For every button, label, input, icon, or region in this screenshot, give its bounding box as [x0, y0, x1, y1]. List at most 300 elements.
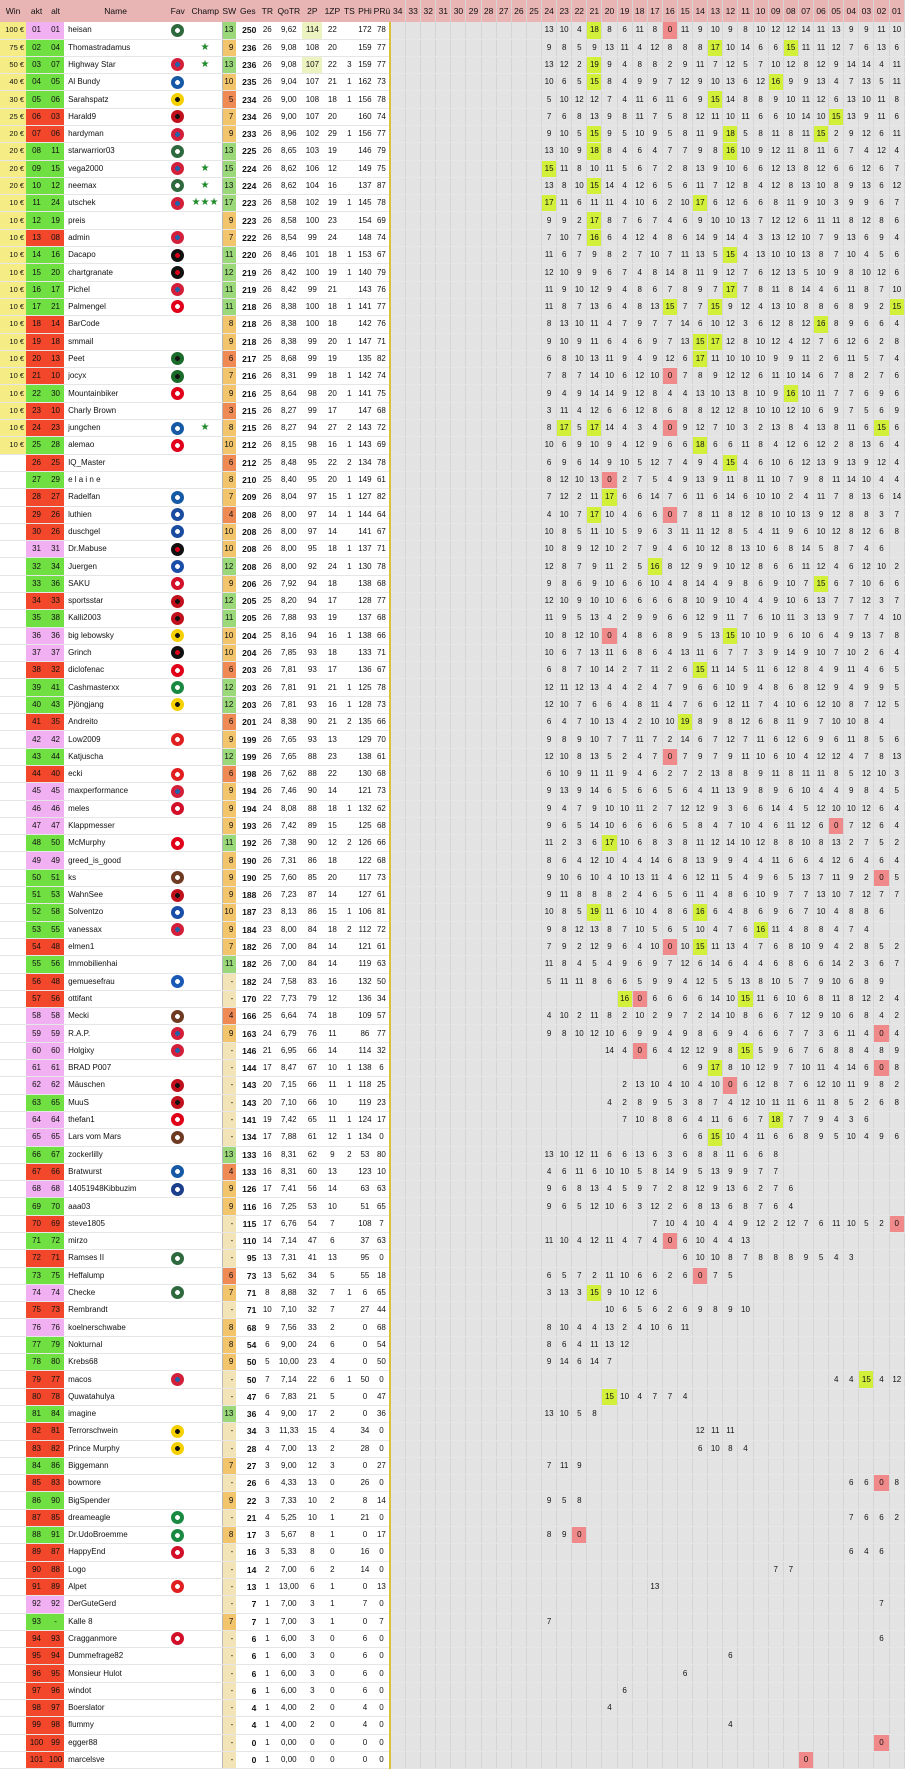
- cell-name[interactable]: diclofenac: [64, 662, 167, 679]
- table-row[interactable]: [0, 714, 905, 731]
- col-round-29[interactable]: 29: [466, 0, 481, 22]
- cell-name[interactable]: Cashmasterxx: [64, 679, 167, 696]
- cell-name[interactable]: Mäuschen: [64, 1077, 167, 1094]
- col-pru[interactable]: PRü: [373, 0, 390, 22]
- table-row[interactable]: [0, 471, 905, 488]
- cell-akt: 19: [26, 333, 47, 350]
- cell-round-28: [481, 1008, 496, 1025]
- cell-name[interactable]: luthien: [64, 506, 167, 523]
- cell-name[interactable]: Dummefrage82: [64, 1648, 167, 1665]
- table-row[interactable]: [0, 39, 905, 56]
- col-round-34[interactable]: 34: [390, 0, 405, 22]
- cell-name[interactable]: Grinch: [64, 644, 167, 661]
- cell-round-32: [421, 973, 436, 990]
- cell-round-32: [421, 869, 436, 886]
- cell-2p: 93: [302, 610, 322, 627]
- cell-name[interactable]: Quwatahulya: [64, 1388, 167, 1405]
- col-round-01[interactable]: 01: [889, 0, 904, 22]
- cell-name[interactable]: aaa03: [64, 1198, 167, 1215]
- cell-name[interactable]: maxperformance: [64, 783, 167, 800]
- cell-name[interactable]: BRAD P007: [64, 1060, 167, 1077]
- cell-name[interactable]: Katjuscha: [64, 748, 167, 765]
- table-row[interactable]: [0, 1146, 905, 1163]
- table-row[interactable]: [0, 1371, 905, 1388]
- table-row[interactable]: [0, 593, 905, 610]
- cell-round-06: 6: [814, 368, 829, 385]
- table-row[interactable]: [0, 1319, 905, 1336]
- cell-round-23: 10: [557, 333, 572, 350]
- table-row[interactable]: [0, 1475, 905, 1492]
- table-row[interactable]: [0, 921, 905, 938]
- col-round-02[interactable]: 02: [874, 0, 889, 22]
- cell-name[interactable]: Charly Brown: [64, 402, 167, 419]
- table-row[interactable]: [0, 1578, 905, 1595]
- cell-name[interactable]: Heffalump: [64, 1267, 167, 1284]
- cell-name[interactable]: preis: [64, 212, 167, 229]
- table-row[interactable]: [0, 22, 905, 39]
- cell-name[interactable]: imagine: [64, 1405, 167, 1422]
- table-row[interactable]: [0, 1682, 905, 1699]
- cell-round-34: [390, 1388, 405, 1405]
- cell-name[interactable]: Harald9: [64, 108, 167, 125]
- table-row[interactable]: [0, 1181, 905, 1198]
- table-row[interactable]: [0, 973, 905, 990]
- table-row[interactable]: [0, 575, 905, 592]
- cell-name[interactable]: Pichel: [64, 281, 167, 298]
- cell-name[interactable]: Juergen: [64, 558, 167, 575]
- cell-round-01: [889, 1527, 904, 1544]
- cell-round-30: [451, 783, 466, 800]
- table-row[interactable]: [0, 1250, 905, 1267]
- table-row[interactable]: [0, 350, 905, 367]
- cell-round-01: 9: [889, 1042, 904, 1059]
- table-row[interactable]: [0, 212, 905, 229]
- table-row[interactable]: [0, 1405, 905, 1422]
- col-round-11[interactable]: 11: [738, 0, 753, 22]
- cell-phi: 136: [356, 990, 373, 1007]
- col-round-05[interactable]: 05: [829, 0, 844, 22]
- table-row[interactable]: [0, 696, 905, 713]
- cell-name[interactable]: steve1805: [64, 1215, 167, 1232]
- cell-name[interactable]: Immobilienhai: [64, 956, 167, 973]
- cell-win: [0, 627, 26, 644]
- col-tr[interactable]: TR: [259, 0, 275, 22]
- cell-round-01: 6: [889, 108, 904, 125]
- cell-round-32: [421, 1111, 436, 1128]
- cell-fav: [167, 835, 188, 852]
- table-row[interactable]: [0, 195, 905, 212]
- cell-name[interactable]: Ramses II: [64, 1250, 167, 1267]
- cell-sw: 13: [222, 143, 236, 160]
- cell-name[interactable]: admin: [64, 229, 167, 246]
- col-fav[interactable]: Fav: [167, 0, 188, 22]
- cell-name[interactable]: ottifant: [64, 990, 167, 1007]
- cell-round-10: [753, 1284, 768, 1301]
- cell-name[interactable]: Rembrandt: [64, 1302, 167, 1319]
- table-row[interactable]: [0, 1509, 905, 1526]
- col-round-33[interactable]: 33: [406, 0, 421, 22]
- cell-name[interactable]: sportsstar: [64, 593, 167, 610]
- col-round-08[interactable]: 08: [783, 0, 798, 22]
- col-sw[interactable]: SW: [222, 0, 236, 22]
- table-row[interactable]: [0, 523, 905, 540]
- table-row[interactable]: [0, 1561, 905, 1578]
- cell-name[interactable]: macos: [64, 1371, 167, 1388]
- cell-name[interactable]: e l a i n e: [64, 471, 167, 488]
- table-row[interactable]: [0, 454, 905, 471]
- table-row[interactable]: [0, 264, 905, 281]
- cell-round-25: [526, 627, 541, 644]
- cell-name[interactable]: Krebs68: [64, 1354, 167, 1371]
- cell-name[interactable]: windot: [64, 1682, 167, 1699]
- cell-round-13: 13: [708, 627, 723, 644]
- table-row[interactable]: [0, 385, 905, 402]
- cell-name[interactable]: smmail: [64, 333, 167, 350]
- table-row[interactable]: [0, 627, 905, 644]
- col-champ[interactable]: Champ: [188, 0, 222, 22]
- cell-name[interactable]: Mecki: [64, 1008, 167, 1025]
- cell-round-13: 9: [708, 593, 723, 610]
- cell-name[interactable]: Checke: [64, 1284, 167, 1301]
- cell-name[interactable]: Terrorschwein: [64, 1423, 167, 1440]
- cell-name[interactable]: Klappmesser: [64, 817, 167, 834]
- table-row[interactable]: [0, 1302, 905, 1319]
- cell-2p: 34: [302, 1267, 322, 1284]
- cell-round-05: [829, 1319, 844, 1336]
- cell-akt: 29: [26, 506, 47, 523]
- table-row[interactable]: [0, 835, 905, 852]
- table-row[interactable]: [0, 817, 905, 834]
- col-round-22[interactable]: 22: [572, 0, 587, 22]
- cell-name[interactable]: Dacapo: [64, 247, 167, 264]
- table-row[interactable]: [0, 402, 905, 419]
- col-round-32[interactable]: 32: [421, 0, 436, 22]
- cell-round-15: 6: [678, 1146, 693, 1163]
- table-row[interactable]: [0, 125, 905, 142]
- cell-name[interactable]: Holgixy: [64, 1042, 167, 1059]
- table-row[interactable]: [0, 1527, 905, 1544]
- col-ts[interactable]: TS: [342, 0, 356, 22]
- col-round-30[interactable]: 30: [451, 0, 466, 22]
- col-round-03[interactable]: 03: [859, 0, 874, 22]
- table-row[interactable]: [0, 1440, 905, 1457]
- cell-name[interactable]: starwarrior03: [64, 143, 167, 160]
- col-ges[interactable]: Ges: [236, 0, 259, 22]
- cell-name[interactable]: Palmengel: [64, 298, 167, 315]
- col-round-27[interactable]: 27: [496, 0, 511, 22]
- cell-name[interactable]: chartgranate: [64, 264, 167, 281]
- col-round-17[interactable]: 17: [647, 0, 662, 22]
- cell-name[interactable]: vega2000: [64, 160, 167, 177]
- col-round-16[interactable]: 16: [662, 0, 677, 22]
- cell-round-03: 8: [859, 1008, 874, 1025]
- cell-name[interactable]: Thomastradamus: [64, 39, 167, 56]
- table-row[interactable]: [0, 662, 905, 679]
- table-row[interactable]: [0, 1457, 905, 1474]
- table-row[interactable]: [0, 1648, 905, 1665]
- col-akt[interactable]: akt: [26, 0, 47, 22]
- cell-name[interactable]: elmen1: [64, 938, 167, 955]
- table-row[interactable]: [0, 869, 905, 886]
- table-row[interactable]: [0, 887, 905, 904]
- cell-name[interactable]: alemao: [64, 437, 167, 454]
- col-round-15[interactable]: 15: [678, 0, 693, 22]
- cell-round-07: 7: [798, 1215, 813, 1232]
- cell-name[interactable]: Radelfan: [64, 489, 167, 506]
- cell-round-22: 5: [572, 1198, 587, 1215]
- table-row[interactable]: [0, 160, 905, 177]
- cell-name[interactable]: Cragganmore: [64, 1630, 167, 1647]
- cell-name[interactable]: neemax: [64, 177, 167, 194]
- table-row[interactable]: [0, 1423, 905, 1440]
- cell-ts: 1: [342, 247, 356, 264]
- table-row[interactable]: [0, 904, 905, 921]
- table-row[interactable]: [0, 1094, 905, 1111]
- cell-name[interactable]: Nokturnal: [64, 1336, 167, 1353]
- table-row[interactable]: [0, 177, 905, 194]
- cell-name[interactable]: Kalle 8: [64, 1613, 167, 1630]
- cell-name[interactable]: thefan1: [64, 1111, 167, 1128]
- table-row[interactable]: [0, 1042, 905, 1059]
- cell-round-26: [511, 714, 526, 731]
- cell-name[interactable]: Pjöngjang: [64, 696, 167, 713]
- col-round-21[interactable]: 21: [587, 0, 602, 22]
- col-round-14[interactable]: 14: [693, 0, 708, 22]
- col-phi[interactable]: PHi: [356, 0, 373, 22]
- table-row[interactable]: [0, 91, 905, 108]
- cell-name[interactable]: Prince Murphy: [64, 1440, 167, 1457]
- cell-round-25: [526, 1527, 541, 1544]
- table-row[interactable]: [0, 1665, 905, 1682]
- table-row[interactable]: [0, 1596, 905, 1613]
- table-row[interactable]: [0, 489, 905, 506]
- cell-name[interactable]: koelnerschwabe: [64, 1319, 167, 1336]
- col-round-09[interactable]: 09: [768, 0, 783, 22]
- col-round-12[interactable]: 12: [723, 0, 738, 22]
- cell-name[interactable]: Solventzo: [64, 904, 167, 921]
- cell-name[interactable]: mirzo: [64, 1232, 167, 1249]
- cell-fav: [167, 489, 188, 506]
- col-1zp[interactable]: 1ZP: [322, 0, 342, 22]
- table-row[interactable]: [0, 1630, 905, 1647]
- cell-name[interactable]: Highway Star: [64, 56, 167, 73]
- cell-name[interactable]: vanessax: [64, 921, 167, 938]
- table-row[interactable]: [0, 333, 905, 350]
- table-row[interactable]: [0, 852, 905, 869]
- cell-round-05: 12: [829, 852, 844, 869]
- table-row[interactable]: [0, 74, 905, 91]
- col-round-24[interactable]: 24: [542, 0, 557, 22]
- cell-round-10: [753, 1527, 768, 1544]
- col-round-28[interactable]: 28: [481, 0, 496, 22]
- cell-name[interactable]: Alpet: [64, 1578, 167, 1595]
- table-row[interactable]: [0, 731, 905, 748]
- col-round-10[interactable]: 10: [753, 0, 768, 22]
- cell-name[interactable]: Peet: [64, 350, 167, 367]
- table-row[interactable]: [0, 1198, 905, 1215]
- cell-round-20: [602, 1613, 617, 1630]
- cell-name[interactable]: Logo: [64, 1561, 167, 1578]
- cell-name[interactable]: Dr.UdoBroemme: [64, 1527, 167, 1544]
- cell-name[interactable]: Boerslator: [64, 1700, 167, 1717]
- cell-name[interactable]: R.A.P.: [64, 1025, 167, 1042]
- col-2p[interactable]: 2P: [302, 0, 322, 22]
- table-row[interactable]: [0, 229, 905, 246]
- cell-round-17: 6: [647, 627, 662, 644]
- cell-name[interactable]: HappyEnd: [64, 1544, 167, 1561]
- table-row[interactable]: [0, 644, 905, 661]
- col-round-04[interactable]: 04: [844, 0, 859, 22]
- cell-tr: 4: [259, 1405, 275, 1422]
- col-round-13[interactable]: 13: [708, 0, 723, 22]
- table-row[interactable]: [0, 1215, 905, 1232]
- cell-round-14: 2: [693, 1008, 708, 1025]
- table-row[interactable]: [0, 558, 905, 575]
- table-row[interactable]: [0, 1163, 905, 1180]
- table-row[interactable]: [0, 956, 905, 973]
- cell-name[interactable]: MuuS: [64, 1094, 167, 1111]
- cell-round-15: 12: [678, 558, 693, 575]
- cell-name[interactable]: Bratwurst: [64, 1163, 167, 1180]
- table-row[interactable]: [0, 748, 905, 765]
- cell-name[interactable]: big lebowsky: [64, 627, 167, 644]
- table-row[interactable]: [0, 610, 905, 627]
- col-round-25[interactable]: 25: [526, 0, 541, 22]
- cell-name[interactable]: duschgel: [64, 523, 167, 540]
- table-row[interactable]: [0, 1267, 905, 1284]
- table-row[interactable]: [0, 108, 905, 125]
- cell-name[interactable]: gemuesefrau: [64, 973, 167, 990]
- cell-name[interactable]: Sarahspatz: [64, 91, 167, 108]
- table-row[interactable]: [0, 1025, 905, 1042]
- cell-round-16: 14: [662, 1163, 677, 1180]
- table-row[interactable]: [0, 247, 905, 264]
- table-row[interactable]: [0, 1336, 905, 1353]
- cell-round-23: 10: [557, 765, 572, 782]
- col-round-19[interactable]: 19: [617, 0, 632, 22]
- table-row[interactable]: [0, 281, 905, 298]
- table-row[interactable]: [0, 1232, 905, 1249]
- table-row[interactable]: [0, 990, 905, 1007]
- table-row[interactable]: [0, 1111, 905, 1128]
- cell-round-13: 6: [708, 489, 723, 506]
- table-row[interactable]: [0, 1284, 905, 1301]
- table-row[interactable]: [0, 1129, 905, 1146]
- table-row[interactable]: [0, 1060, 905, 1077]
- col-round-06[interactable]: 06: [814, 0, 829, 22]
- cell-round-34: [390, 1111, 405, 1128]
- table-row[interactable]: [0, 1544, 905, 1561]
- cell-name[interactable]: 14051948Kibbuzim: [64, 1181, 167, 1198]
- cell-champ: [188, 1198, 222, 1215]
- table-row[interactable]: [0, 1613, 905, 1630]
- table-row[interactable]: [0, 1700, 905, 1717]
- cell-name[interactable]: Dr.Mabuse: [64, 541, 167, 558]
- cell-name[interactable]: BigSpender: [64, 1492, 167, 1509]
- cell-name[interactable]: Low2009: [64, 731, 167, 748]
- cell-name[interactable]: Mountainbiker: [64, 385, 167, 402]
- cell-round-19: 4: [617, 506, 632, 523]
- cell-round-25: [526, 1250, 541, 1267]
- cell-name[interactable]: IQ_Master: [64, 454, 167, 471]
- col-qotr[interactable]: QoTR: [275, 0, 302, 22]
- cell-round-25: [526, 22, 541, 39]
- cell-name[interactable]: Biggemann: [64, 1457, 167, 1474]
- col-round-07[interactable]: 07: [798, 0, 813, 22]
- table-row[interactable]: [0, 938, 905, 955]
- cell-round-17: 9: [647, 1025, 662, 1042]
- cell-name[interactable]: heisan: [64, 22, 167, 39]
- cell-name[interactable]: SAKU: [64, 575, 167, 592]
- cell-name[interactable]: WahnSee: [64, 887, 167, 904]
- table-row[interactable]: [0, 765, 905, 782]
- table-row[interactable]: [0, 1492, 905, 1509]
- cell-name[interactable]: DerGuteGerd: [64, 1596, 167, 1613]
- cell-sw: 7: [222, 1613, 236, 1630]
- table-row[interactable]: [0, 541, 905, 558]
- table-row[interactable]: [0, 298, 905, 315]
- cell-name[interactable]: utschek: [64, 195, 167, 212]
- cell-name[interactable]: meles: [64, 800, 167, 817]
- table-row[interactable]: [0, 420, 905, 437]
- col-round-20[interactable]: 20: [602, 0, 617, 22]
- table-row[interactable]: [0, 368, 905, 385]
- table-row[interactable]: [0, 316, 905, 333]
- cell-name[interactable]: jocyx: [64, 368, 167, 385]
- cell-name[interactable]: greed_is_good: [64, 852, 167, 869]
- cell-name[interactable]: bowmore: [64, 1475, 167, 1492]
- table-row[interactable]: [0, 437, 905, 454]
- col-win[interactable]: Win: [0, 0, 26, 22]
- table-row[interactable]: [0, 679, 905, 696]
- col-alt[interactable]: alt: [47, 0, 64, 22]
- table-row[interactable]: [0, 1077, 905, 1094]
- col-round-31[interactable]: 31: [436, 0, 451, 22]
- cell-name[interactable]: jungchen: [64, 420, 167, 437]
- cell-phi: 21: [356, 1509, 373, 1526]
- col-round-18[interactable]: 18: [632, 0, 647, 22]
- table-row[interactable]: [0, 1388, 905, 1405]
- cell-name[interactable]: Lars vom Mars: [64, 1129, 167, 1146]
- table-row[interactable]: [0, 783, 905, 800]
- table-row[interactable]: [0, 800, 905, 817]
- cell-1zp: 18: [322, 247, 342, 264]
- table-row[interactable]: [0, 506, 905, 523]
- cell-name[interactable]: ks: [64, 869, 167, 886]
- col-name[interactable]: Name: [64, 0, 167, 22]
- cell-name[interactable]: hardyman: [64, 125, 167, 142]
- table-row[interactable]: [0, 143, 905, 160]
- cell-name[interactable]: McMurphy: [64, 835, 167, 852]
- cell-name[interactable]: ecki: [64, 765, 167, 782]
- col-round-23[interactable]: 23: [557, 0, 572, 22]
- cell-round-14: 9: [693, 454, 708, 471]
- table-row[interactable]: [0, 56, 905, 73]
- cell-name[interactable]: Al Bundy: [64, 74, 167, 91]
- cell-name[interactable]: Kalli2003: [64, 610, 167, 627]
- cell-round-20: 4: [602, 679, 617, 696]
- cell-name[interactable]: BarCode: [64, 316, 167, 333]
- cell-round-11: 10: [738, 1060, 753, 1077]
- cell-name[interactable]: Andreito: [64, 714, 167, 731]
- cell-name[interactable]: zockerlilly: [64, 1146, 167, 1163]
- cell-name[interactable]: dreameagle: [64, 1509, 167, 1526]
- cell-name[interactable]: Monsieur Hulot: [64, 1665, 167, 1682]
- col-round-26[interactable]: 26: [511, 0, 526, 22]
- table-row[interactable]: [0, 1354, 905, 1371]
- cell-pru: 0: [373, 1596, 390, 1613]
- table-row[interactable]: [0, 1008, 905, 1025]
